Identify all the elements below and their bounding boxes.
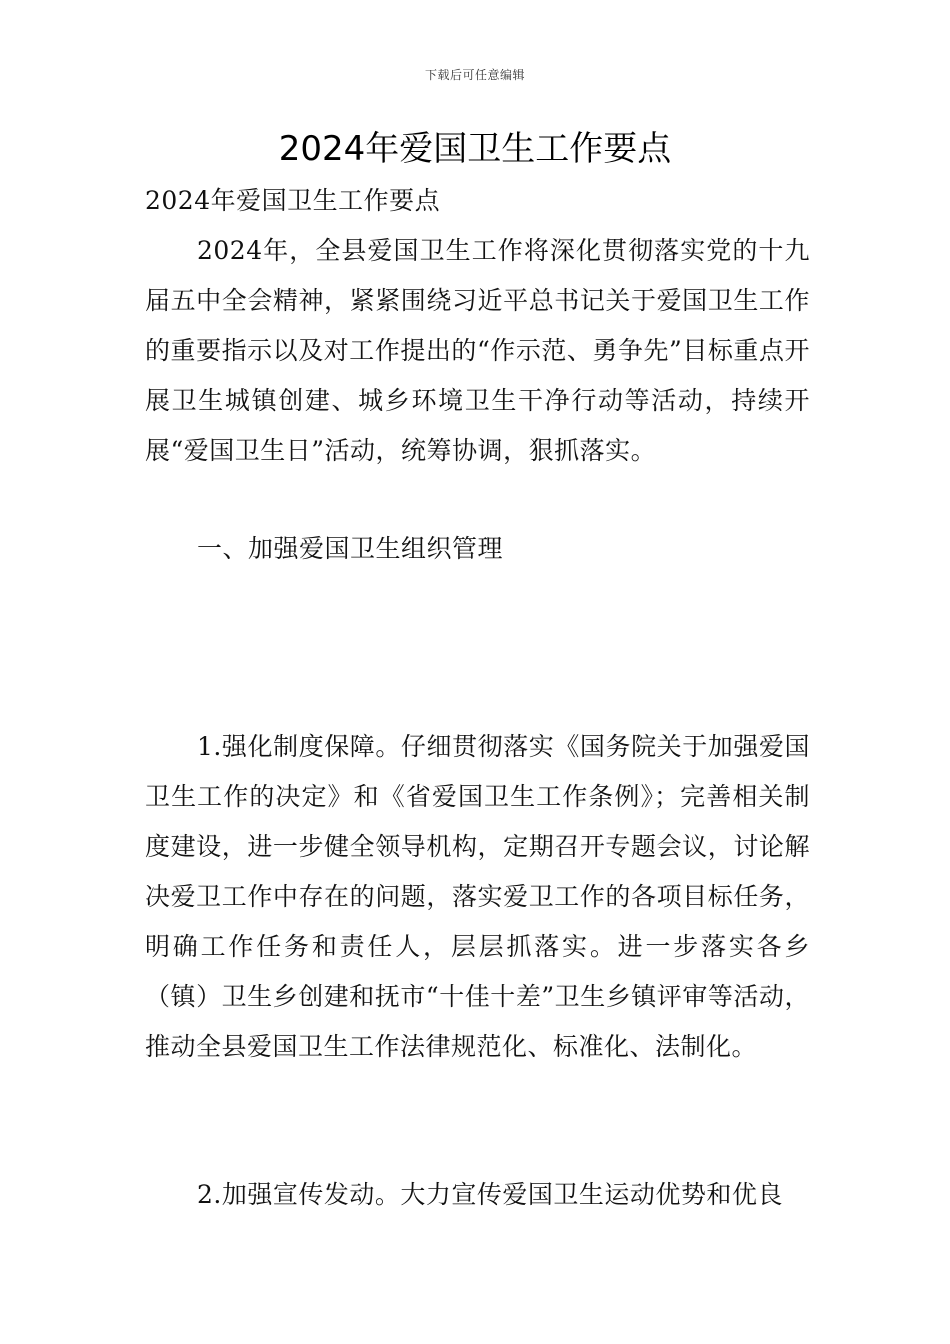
header-note: 下载后可任意编辑 (424, 68, 525, 82)
item-paragraph-2: 2.加强宣传发动。大力宣传爱国卫生运动优势和优良 (197, 1180, 783, 1209)
intro-paragraph: 2024年，全县爱国卫生工作将深化贯彻落实党的十九届五中全会精神，紧紧围绕习近平总书记关于爱国卫生工作的重要指示以及对工作提出的“作示范、勇争先”目标重点开展卫生城镇创建、城乡环境卫生干净行动等活动，持续开展“爱国卫生日”活动，统筹协调，狠抓落实。 (145, 236, 810, 465)
document-title: 2024年爱国卫生工作要点 (278, 129, 672, 169)
item-paragraph-1: 1.强化制度保障。仔细贯彻落实《国务院关于加强爱国卫生工作的决定》和《省爱国卫生工作条例》；完善相关制度建设，进一步健全领导机构，定期召开专题会议，讨论解决爱卫工作中存在的问题，落实爱卫工作的各项目标任务，明确工作任务和责任人，层层抓落实。进一步落实各乡（镇）卫生乡创建和抚市“十佳十差”卫生乡镇评审等活动，推动全县爱国卫生工作法律规范化、标准化、法制化。 (145, 732, 810, 1061)
document-subtitle: 2024年爱国卫生工作要点 (145, 186, 441, 215)
section-heading-1: 一、加强爱国卫生组织管理 (197, 534, 504, 563)
